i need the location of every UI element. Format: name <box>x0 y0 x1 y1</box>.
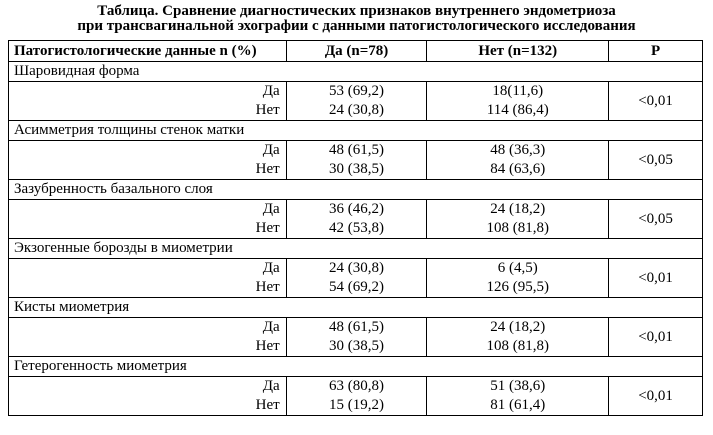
no-group-values <box>427 318 609 357</box>
answer-labels <box>9 318 287 357</box>
yes-group-yes: 24 (30,8) <box>329 260 385 276</box>
yes-group-values <box>286 259 427 298</box>
label-yes: Да <box>262 142 280 158</box>
p-value: <0,01 <box>609 377 703 416</box>
label-no: Нет <box>255 102 280 118</box>
yes-group-values <box>286 82 427 121</box>
feature-name: Экзогенные борозды в миометрии <box>9 239 703 259</box>
label-no: Нет <box>255 161 280 177</box>
p-value: <0,01 <box>609 318 703 357</box>
no-group-yes: 24 (18,2) <box>490 319 546 335</box>
header-row <box>9 41 703 62</box>
yes-group-values <box>286 318 427 357</box>
label-no: Нет <box>255 220 280 236</box>
caption-line-2: при трансвагинальной эхографии с данными патогистологического исследования <box>77 18 636 34</box>
no-group-values <box>427 200 609 239</box>
yes-group-no: 30 (38,5) <box>329 161 385 177</box>
feature-row <box>9 121 703 141</box>
label-yes: Да <box>262 319 280 335</box>
p-value: <0,05 <box>609 141 703 180</box>
header-feature: Патогистологические данные n (%) <box>9 41 287 62</box>
values-row <box>9 141 703 180</box>
yes-group-values <box>286 200 427 239</box>
no-group-values <box>427 82 609 121</box>
yes-group-yes: 48 (61,5) <box>329 319 385 335</box>
answer-labels <box>9 82 287 121</box>
no-group-no: 114 (86,4) <box>486 102 549 118</box>
no-group-values <box>427 141 609 180</box>
no-group-no: 108 (81,8) <box>486 220 549 236</box>
yes-group-values <box>286 141 427 180</box>
answer-labels <box>9 200 287 239</box>
label-no: Нет <box>255 397 280 413</box>
yes-group-yes: 53 (69,2) <box>329 83 385 99</box>
values-row <box>9 259 703 298</box>
feature-name: Шаровидная форма <box>9 62 703 82</box>
no-group-yes: 51 (38,6) <box>490 378 546 394</box>
table-caption <box>0 4 713 34</box>
no-group-yes: 6 (4,5) <box>497 260 538 276</box>
feature-row <box>9 239 703 259</box>
header-yes: Да (n=78) <box>286 41 427 62</box>
feature-row <box>9 62 703 82</box>
values-row <box>9 318 703 357</box>
answer-labels <box>9 141 287 180</box>
values-row <box>9 200 703 239</box>
values-row <box>9 82 703 121</box>
no-group-no: 81 (61,4) <box>490 397 546 413</box>
values-row <box>9 377 703 416</box>
no-group-yes: 24 (18,2) <box>490 201 546 217</box>
feature-name: Асимметрия толщины стенок матки <box>9 121 703 141</box>
yes-group-yes: 48 (61,5) <box>329 142 385 158</box>
p-value: <0,01 <box>609 259 703 298</box>
feature-row <box>9 357 703 377</box>
yes-group-values <box>286 377 427 416</box>
label-yes: Да <box>262 201 280 217</box>
label-yes: Да <box>262 83 280 99</box>
p-value: <0,05 <box>609 200 703 239</box>
no-group-no: 108 (81,8) <box>486 338 549 354</box>
yes-group-no: 30 (38,5) <box>329 338 385 354</box>
yes-group-no: 15 (19,2) <box>329 397 385 413</box>
no-group-no: 84 (63,6) <box>490 161 546 177</box>
no-group-yes: 18(11,6) <box>492 83 544 99</box>
feature-row <box>9 298 703 318</box>
header-no: Нет (n=132) <box>427 41 609 62</box>
feature-row <box>9 180 703 200</box>
no-group-yes: 48 (36,3) <box>490 142 546 158</box>
answer-labels <box>9 377 287 416</box>
yes-group-yes: 63 (80,8) <box>329 378 385 394</box>
yes-group-no: 54 (69,2) <box>329 279 385 295</box>
label-no: Нет <box>255 338 280 354</box>
no-group-values <box>427 259 609 298</box>
yes-group-yes: 36 (46,2) <box>329 201 385 217</box>
no-group-values <box>427 377 609 416</box>
feature-name: Зазубренность базального слоя <box>9 180 703 200</box>
label-no: Нет <box>255 279 280 295</box>
header-p: P <box>609 41 703 62</box>
label-yes: Да <box>262 260 280 276</box>
no-group-no: 126 (95,5) <box>486 279 549 295</box>
yes-group-no: 24 (30,8) <box>329 102 385 118</box>
table-body <box>9 62 703 416</box>
comparison-table <box>8 40 703 416</box>
p-value: <0,01 <box>609 82 703 121</box>
feature-name: Кисты миометрия <box>9 298 703 318</box>
caption-line-1: Таблица. Сравнение диагностических признаков внутреннего эндометриоза <box>97 3 616 19</box>
feature-name: Гетерогенность миометрия <box>9 357 703 377</box>
yes-group-no: 42 (53,8) <box>329 220 385 236</box>
label-yes: Да <box>262 378 280 394</box>
answer-labels <box>9 259 287 298</box>
